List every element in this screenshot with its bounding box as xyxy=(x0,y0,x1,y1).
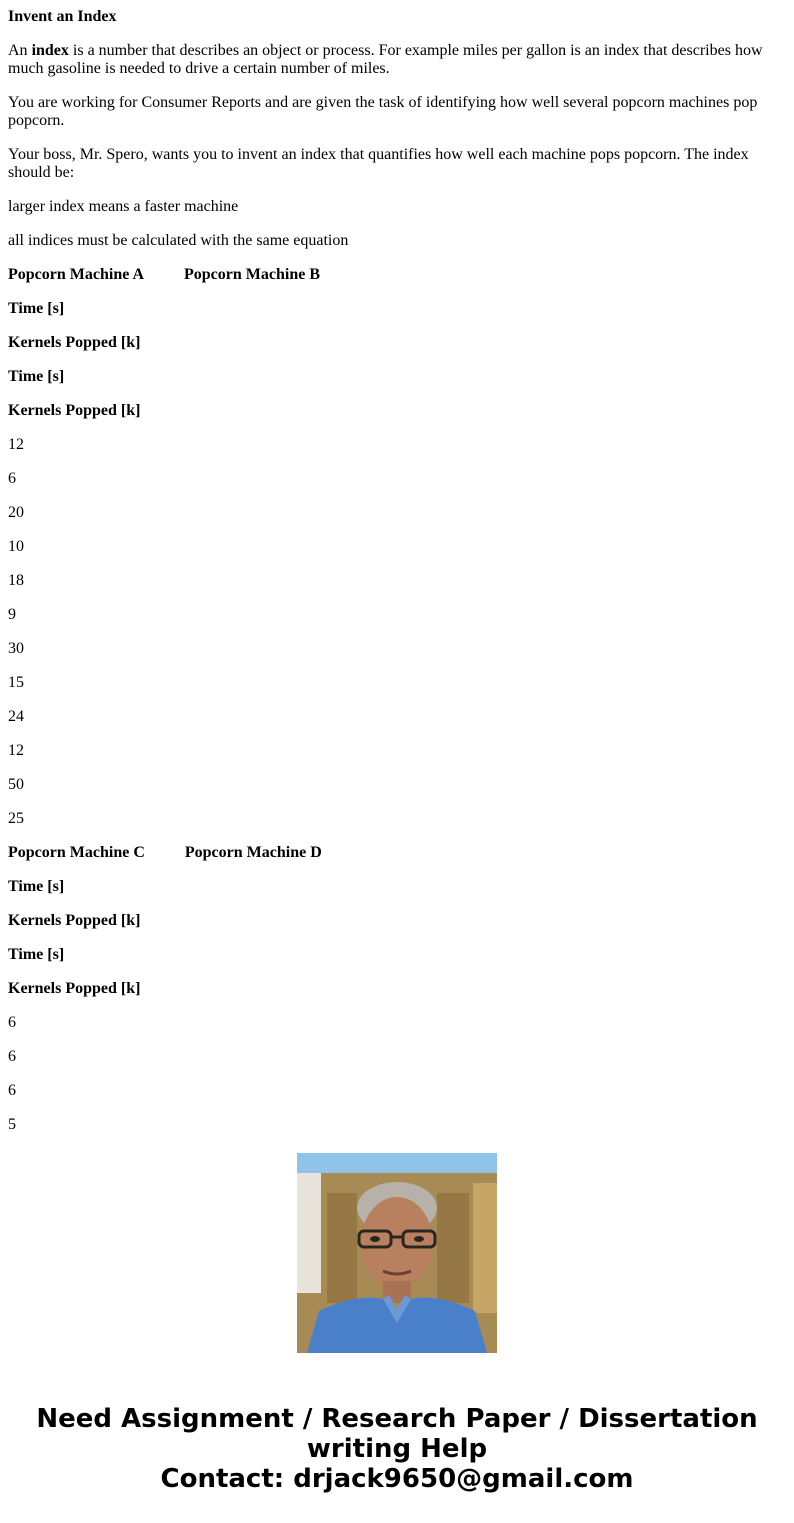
table-cell: 12 xyxy=(8,742,24,759)
table-header: Time [s] xyxy=(8,878,65,895)
table-header: Kernels Popped [k] xyxy=(8,334,141,351)
table-cell: 15 xyxy=(8,674,24,691)
table-header: Kernels Popped [k] xyxy=(8,402,141,419)
table-header: Kernels Popped [k] xyxy=(8,980,141,997)
page-title: Invent an Index xyxy=(8,8,117,25)
promo-line: writing Help xyxy=(306,1434,488,1464)
table-cd-heading xyxy=(8,844,778,862)
avatar-portrait-icon xyxy=(297,1153,497,1353)
promo-line: Need Assignment / Research Paper / Dissertation xyxy=(36,1404,758,1434)
table-cell: 12 xyxy=(8,436,24,453)
intro-suffix: is a number that describes an object or process. For example miles per gallon is an index that describes how much gasoline is needed to drive a certain number of miles. xyxy=(8,42,763,77)
table-cell: 5 xyxy=(8,1116,16,1133)
criterion-item: all indices must be calculated with the same equation xyxy=(8,232,349,249)
boss-paragraph: Your boss, Mr. Spero, wants you to invent an index that quantifies how well each machine pops popcorn. The index should be: xyxy=(8,146,749,181)
table-cell: 6 xyxy=(8,1048,16,1065)
intro-bold-term: index xyxy=(31,42,69,59)
machine-d-label: Popcorn Machine D xyxy=(184,844,322,861)
table-cell: 18 xyxy=(8,572,24,589)
task-paragraph: You are working for Consumer Reports and are given the task of identifying how well several popcorn machines pop popcorn. xyxy=(8,94,758,129)
intro-paragraph xyxy=(8,42,778,78)
document-body xyxy=(8,8,778,1133)
table-cell: 24 xyxy=(8,708,24,725)
table-cell: 50 xyxy=(8,776,24,793)
table-cell: 6 xyxy=(8,1082,16,1099)
table-cell: 10 xyxy=(8,538,24,555)
machine-c-label: Popcorn Machine C xyxy=(8,844,145,861)
table-cell: 6 xyxy=(8,470,16,487)
table-header: Kernels Popped [k] xyxy=(8,912,141,929)
criterion-item: larger index means a faster machine xyxy=(8,198,239,215)
table-cell: 20 xyxy=(8,504,24,521)
table-cell: 30 xyxy=(8,640,24,657)
table-header: Time [s] xyxy=(8,946,65,963)
machine-b-label: Popcorn Machine B xyxy=(184,266,320,283)
table-ab-heading xyxy=(8,266,778,284)
table-cell: 9 xyxy=(8,606,16,623)
table-cell: 6 xyxy=(8,1014,16,1031)
promo-contact: Contact: drjack9650@gmail.com xyxy=(160,1464,634,1494)
machine-a-label: Popcorn Machine A xyxy=(8,266,144,283)
table-cell: 25 xyxy=(8,810,24,827)
promo-banner xyxy=(0,1404,794,1494)
table-header: Time [s] xyxy=(8,368,65,385)
intro-prefix: An xyxy=(8,42,32,59)
table-header: Time [s] xyxy=(8,300,65,317)
avatar xyxy=(297,1153,497,1353)
